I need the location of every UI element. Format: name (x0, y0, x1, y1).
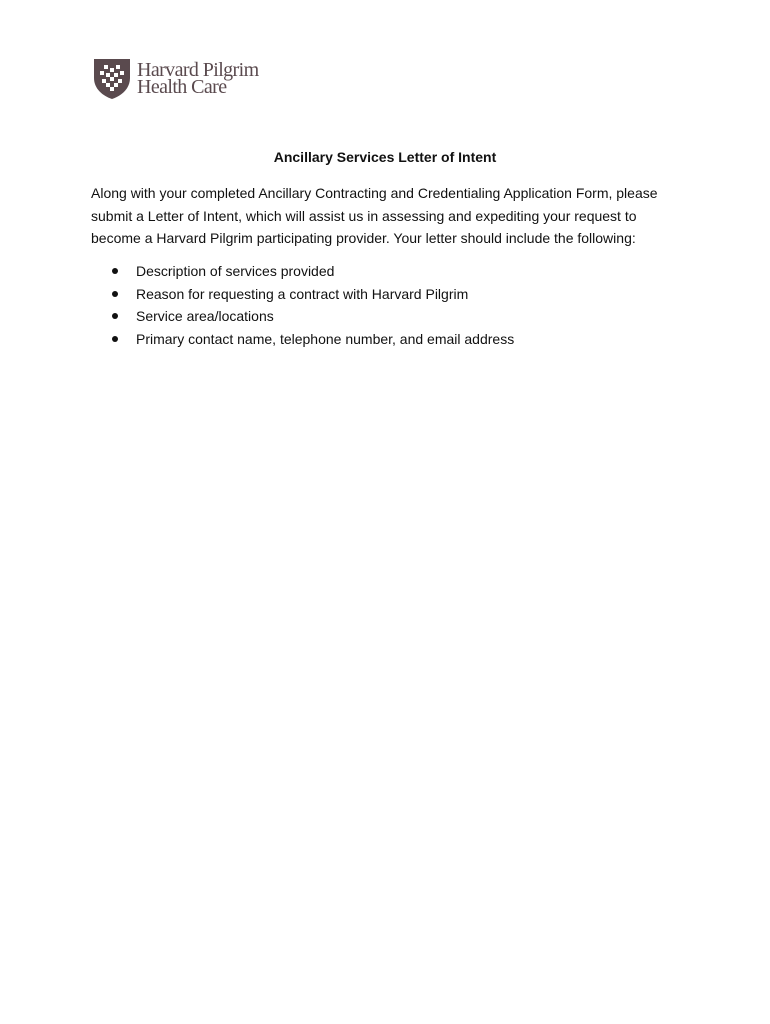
logo-line-2: Health Care (137, 76, 227, 98)
bullet-icon (112, 268, 118, 274)
logo-line-1: Harvard Pilgrim (137, 59, 259, 81)
list-item-text: Service area/locations (136, 308, 274, 324)
logo-wordmark (137, 59, 259, 98)
list-item-text: Description of services provided (136, 263, 335, 279)
bullet-icon (112, 336, 118, 342)
page-title: Ancillary Services Letter of Intent (273, 149, 497, 165)
bullet-icon (112, 291, 118, 297)
list-item (91, 328, 514, 351)
harvard-pilgrim-logo (93, 58, 259, 100)
list-item (91, 260, 514, 283)
requirements-list (91, 260, 514, 350)
list-item (91, 283, 514, 306)
intro-paragraph: Along with your completed Ancillary Contracting and Credentialing Application Form, please submit a Letter of Intent, which will assist us in assessing and expediting your request to become a Harvard Pilgrim participating provider. Your letter should include the following: (91, 185, 658, 246)
list-item-text: Primary contact name, telephone number, and email address (136, 330, 515, 347)
list-item-text: Reason for requesting a contract with Harvard Pilgrim (136, 285, 469, 302)
list-item (91, 305, 514, 328)
shield-icon (93, 58, 131, 100)
bullet-icon (112, 313, 118, 319)
